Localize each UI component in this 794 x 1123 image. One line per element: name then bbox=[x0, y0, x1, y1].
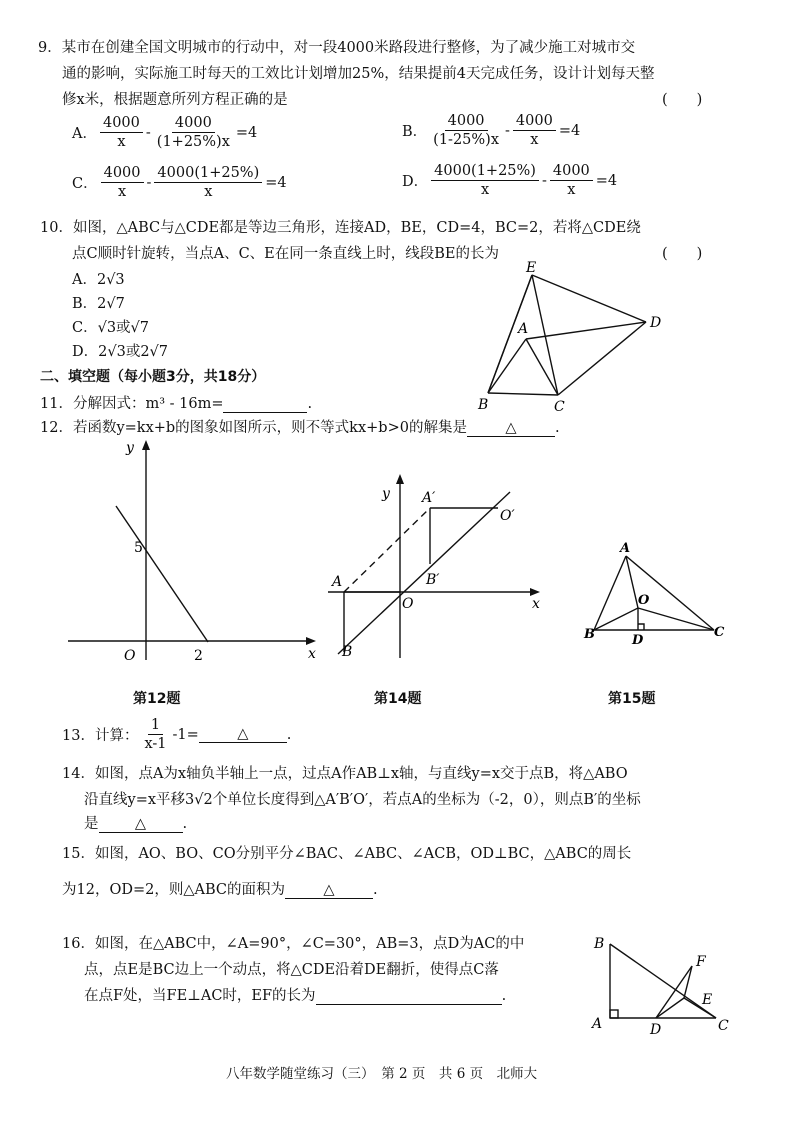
q9-line1: 9．某市在创建全国文明城市的行动中，对一段4000米路段进行整修，为了减少施工对城市交 bbox=[38, 40, 636, 56]
fig14-x-label: x bbox=[532, 596, 540, 612]
q15-line1: 15．如图，AO、BO、CO分别平分∠BAC、∠ABC、∠ACB，OD⊥BC，△ABC的周长 bbox=[62, 846, 632, 862]
fig15-label-b: B bbox=[584, 627, 595, 642]
q10-figure bbox=[470, 255, 700, 415]
q15-answer-blank[interactable]: △ bbox=[285, 882, 373, 899]
fig14-y-label: y bbox=[382, 486, 390, 502]
fig14-origin-label: O bbox=[402, 596, 414, 612]
q10-option-d: D．2√3或2√7 bbox=[72, 344, 169, 360]
q10-bracket: ( ) bbox=[662, 246, 703, 262]
fig15-label-d: D bbox=[632, 633, 644, 648]
fig12-y-label: y bbox=[126, 440, 134, 456]
page-footer: 八年数学随堂练习（三） 第 2 页 共 6 页 北师大 bbox=[226, 1066, 538, 1082]
q14-line3: 是 △ . bbox=[84, 816, 188, 832]
q9-line3: 修x米，根据题意所列方程正确的是 bbox=[62, 92, 288, 108]
q9-option-a: A． $\frac{4000}{x}$ - $\frac{4000}{(1+25\%)x}$ =4 bbox=[72, 115, 258, 150]
q10-option-c: C．√3或√7 bbox=[72, 320, 150, 336]
q16-figure bbox=[588, 928, 738, 1038]
fig15-label-c: C bbox=[714, 625, 725, 640]
fig10-label-d: D bbox=[650, 315, 662, 331]
q14-line2: 沿直线y=x平移3√2个单位长度得到△A′B′O′，若点A的坐标为（-2，0），则点B′的坐标 bbox=[84, 792, 641, 808]
q10-option-b: B．2√7 bbox=[72, 296, 125, 312]
q14-line1: 14．如图，点A为x轴负半轴上一点，过点A作AB⊥x轴，与直线y=x交于点B，将△ABO bbox=[62, 766, 628, 782]
q14-answer-blank[interactable]: △ bbox=[99, 816, 183, 833]
q10-option-a: A．2√3 bbox=[72, 272, 125, 288]
fig14-label-a-prime: A′ bbox=[422, 490, 436, 506]
fig16-label-d: D bbox=[650, 1022, 662, 1038]
fig15-caption: 第15题 bbox=[608, 691, 656, 707]
fig10-label-b: B bbox=[478, 397, 489, 413]
fig10-label-c: C bbox=[554, 399, 565, 415]
q10-line1: 10．如图，△ABC与△CDE都是等边三角形，连接AD，BE，CD=4，BC=2，若将△CDE绕 bbox=[40, 220, 641, 236]
q15-line2: 为12，OD=2，则△ABC的面积为 △ . bbox=[62, 882, 378, 898]
q9-line2: 通的影响，实际施工时每天的工效比计划增加25%，结果提前4天完成任务，设计计划每天整 bbox=[62, 66, 655, 82]
q16-line3: 在点F处，当FE⊥AC时，EF的长为 . bbox=[84, 988, 507, 1004]
fig14-label-b-prime: B′ bbox=[426, 572, 440, 588]
q9-option-c: C． $\frac{4000}{x}$ - $\frac{4000(1+25\%)}{x}$ =4 bbox=[72, 165, 287, 200]
fig12-x-label: x bbox=[308, 646, 316, 662]
fig12-intercept-y: 5 bbox=[134, 540, 143, 556]
fig16-label-a: A bbox=[592, 1016, 603, 1032]
fig10-label-e: E bbox=[526, 260, 537, 276]
q13: 13．计算： $\frac{1}{x-1}$ -1= △ . bbox=[62, 717, 292, 752]
section-2-heading: 二、填空题（每小题3分，共18分） bbox=[40, 369, 266, 385]
q16-line2: 点，点E是BC边上一个动点，将△CDE沿着DE翻折，使得点C落 bbox=[84, 962, 499, 978]
fig14-label-a: A bbox=[332, 574, 343, 590]
q9-bracket: ( ) bbox=[662, 92, 703, 108]
fig12-intercept-x: 2 bbox=[194, 648, 203, 664]
q12-answer-blank[interactable]: △ bbox=[467, 420, 555, 437]
q11: 11．分解因式：m³ - 16m= . bbox=[40, 396, 313, 412]
fig15-label-o: O bbox=[638, 593, 650, 608]
fig14-graph bbox=[326, 462, 548, 662]
q10-line2: 点C顺时针旋转，当点A、C、E在同一条直线上时，线段BE的长为 bbox=[72, 246, 499, 262]
fig14-label-o-prime: O′ bbox=[500, 508, 515, 524]
q16-line1: 16．如图，在△ABC中，∠A=90°，∠C=30°，AB=3，点D为AC的中 bbox=[62, 936, 525, 952]
fig14-caption: 第14题 bbox=[374, 691, 422, 707]
fig14-label-b: B bbox=[342, 644, 353, 660]
q9-option-d: D． $\frac{4000(1+25\%)}{x}$ - $\frac{4000}{x}$ =4 bbox=[402, 163, 618, 198]
fig16-label-b: B bbox=[594, 936, 605, 952]
fig10-label-a: A bbox=[518, 321, 529, 337]
fig16-label-e: E bbox=[702, 992, 713, 1008]
fig12-origin-label: O bbox=[124, 648, 136, 664]
q9-option-b: B． $\frac{4000}{(1-25\%)x}$ - $\frac{4000}{x}$ =4 bbox=[402, 113, 581, 148]
q12: 12．若函数y=kx+b的图象如图所示，则不等式kx+b>0的解集是 △ . bbox=[40, 420, 560, 436]
fig12-caption: 第12题 bbox=[133, 691, 181, 707]
fig12-graph bbox=[60, 436, 322, 666]
q11-answer-blank[interactable] bbox=[223, 396, 307, 413]
q13-answer-blank[interactable]: △ bbox=[199, 726, 287, 743]
fig15-label-a: A bbox=[620, 541, 631, 556]
fig15-graph bbox=[582, 540, 732, 650]
fig16-label-f: F bbox=[696, 954, 706, 970]
q16-answer-blank[interactable] bbox=[316, 988, 502, 1005]
fig16-label-c: C bbox=[718, 1018, 729, 1034]
